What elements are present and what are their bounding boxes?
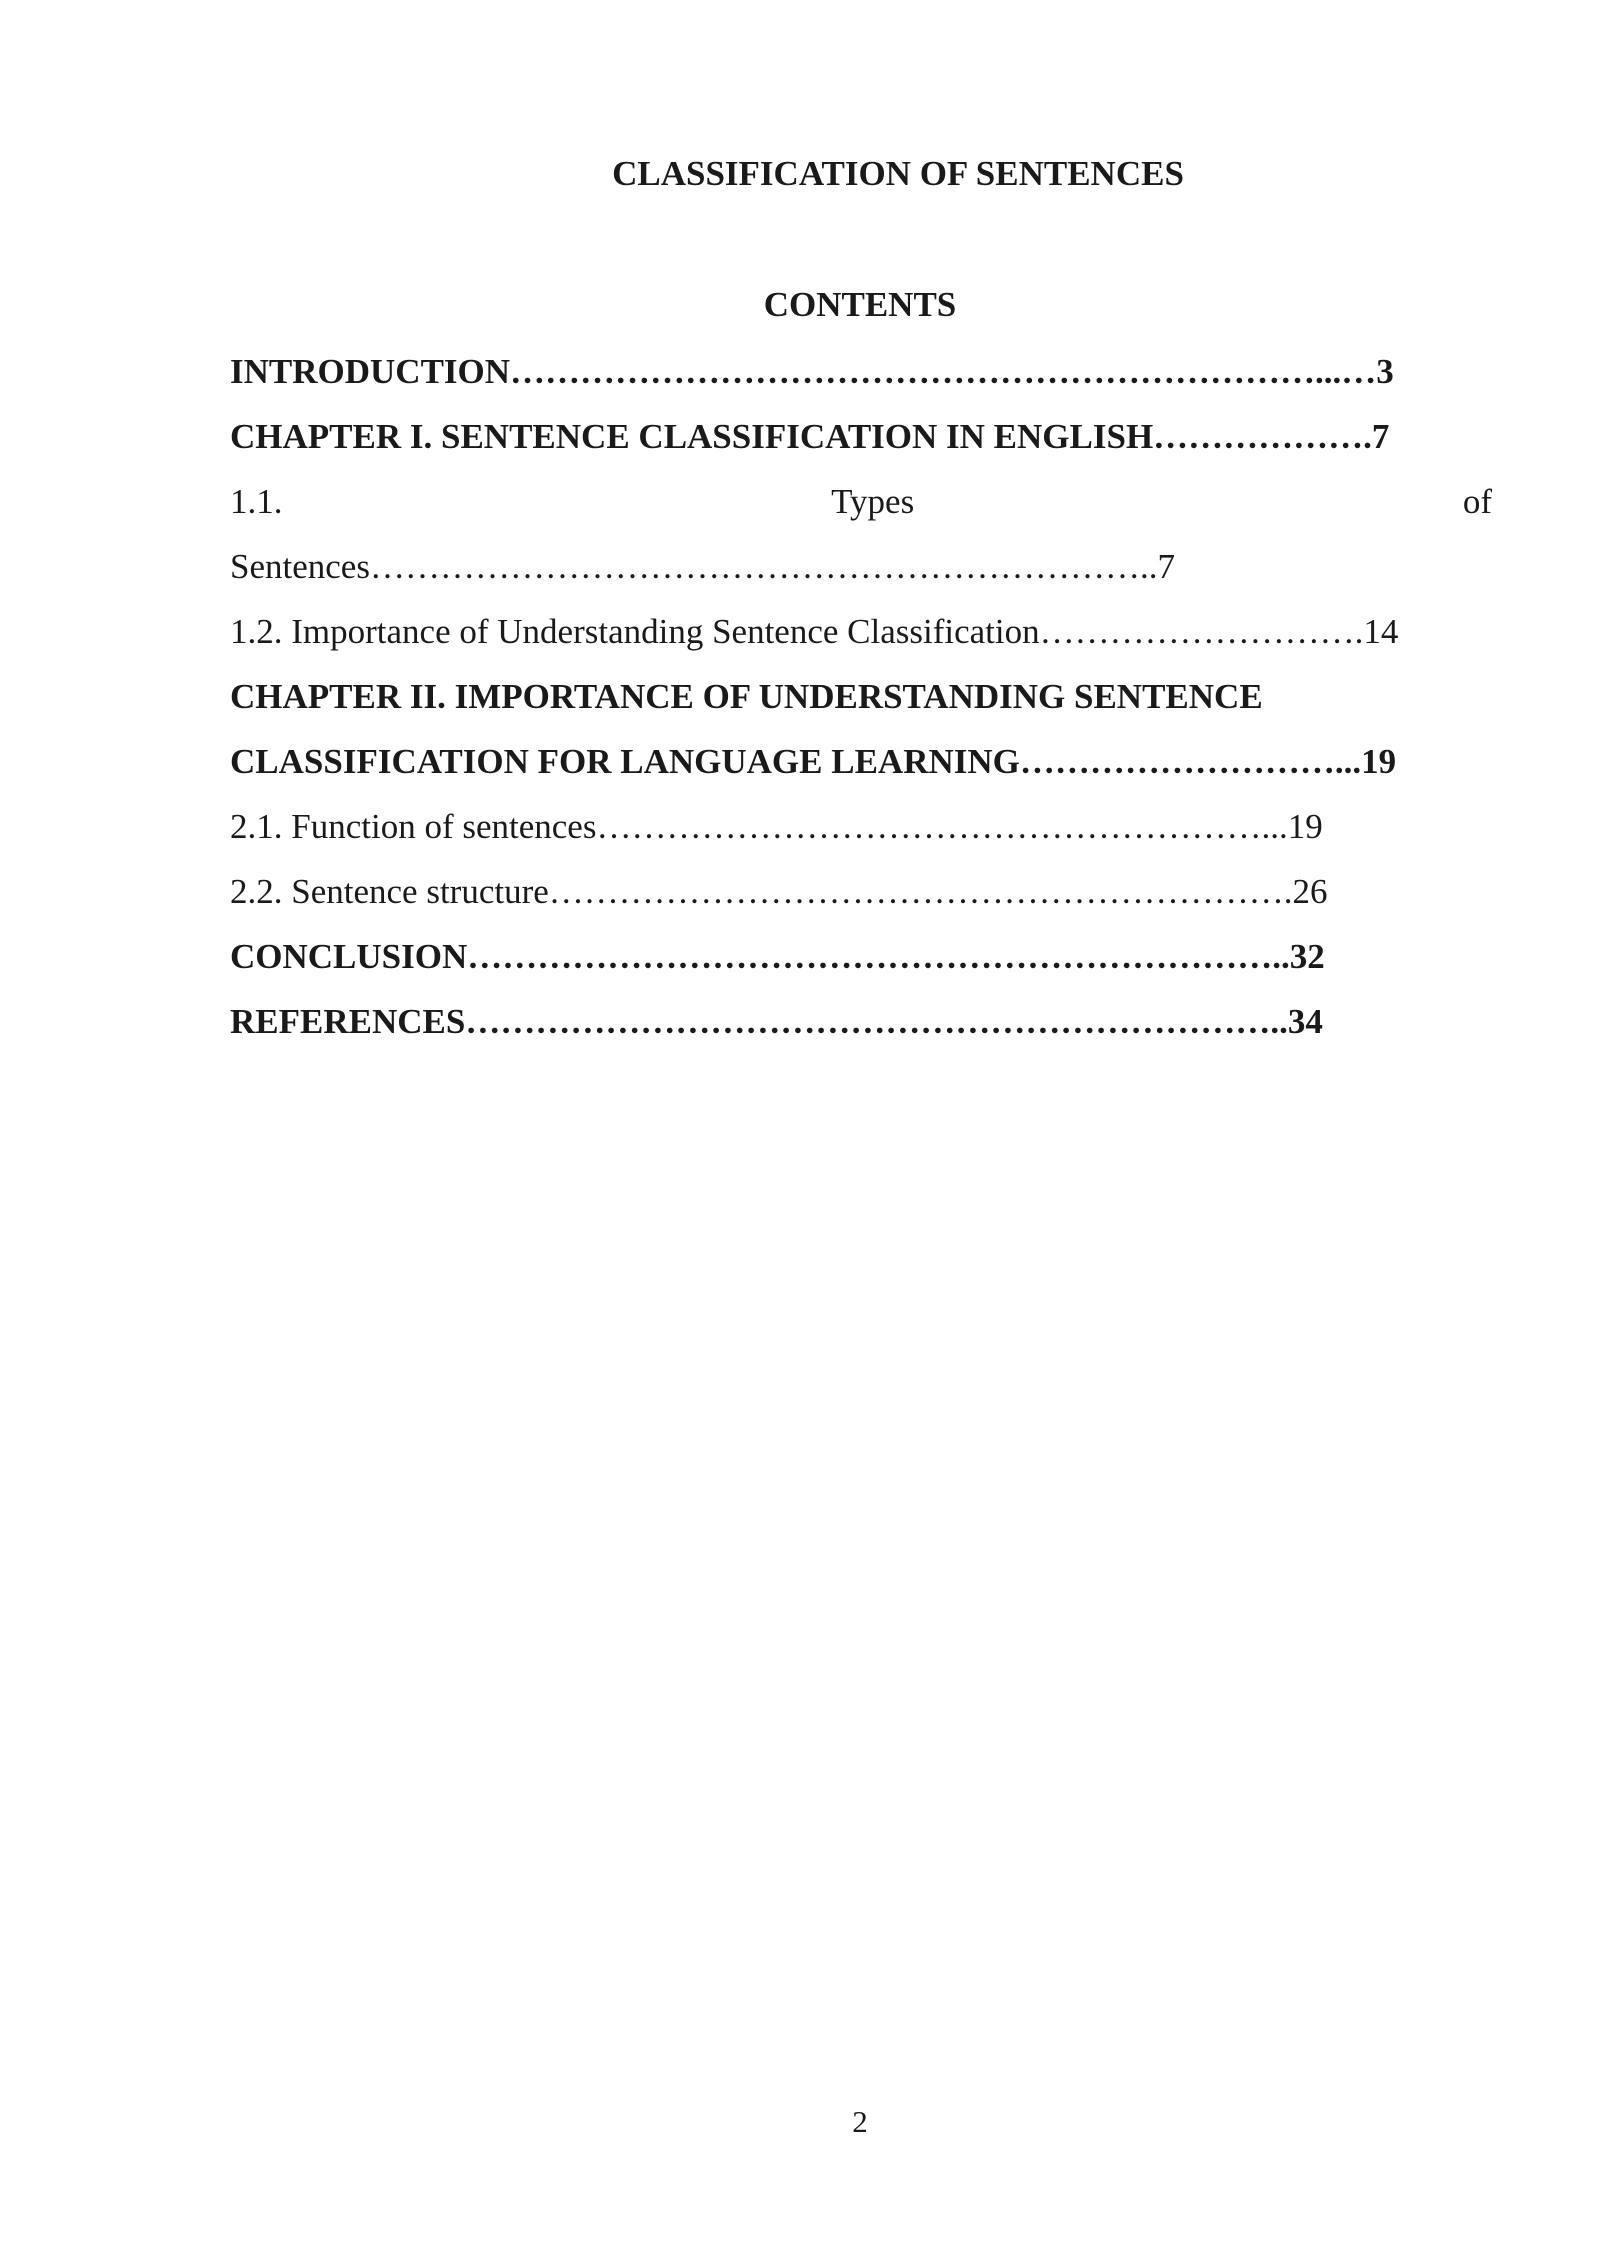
document-title: CLASSIFICATION OF SENTENCES	[612, 154, 1184, 193]
toc-entry-introduction: INTRODUCTION……………………………………………………………...…3	[230, 352, 1394, 391]
toc-entry-1-1	[230, 478, 1492, 526]
toc-entry-1-2: 1.2. Importance of Understanding Sentence Classification……………………….14	[230, 612, 1399, 651]
toc-entry-1-1-number: 1.1.	[230, 482, 283, 521]
toc-entry-chapter-1: CHAPTER I. SENTENCE CLASSIFICATION IN ENGLISH……………….7	[230, 417, 1390, 456]
toc-entry-chapter-2: CHAPTER II. IMPORTANCE OF UNDERSTANDING SENTENCE	[230, 677, 1263, 716]
toc-entry-chapter-2-continuation: CLASSIFICATION FOR LANGUAGE LEARNING………………………...19	[230, 742, 1397, 781]
toc-entry-1-1-word-of: of	[1462, 482, 1492, 521]
toc-entry-2-2: 2.2. Sentence structure……………………………………………………….26	[230, 872, 1328, 911]
toc-entry-1-1-continuation: Sentences…………………………………………………………..7	[230, 547, 1175, 586]
page-number: 2	[852, 2104, 868, 2139]
toc-entry-2-1: 2.1. Function of sentences…………………………………………………...19	[230, 807, 1323, 846]
contents-heading: CONTENTS	[763, 285, 957, 324]
toc-entry-1-1-word-types: Types	[831, 482, 915, 521]
toc-entry-conclusion: CONCLUSION……………………………………………………………..32	[230, 937, 1325, 976]
toc-entry-references: REFERENCES……………………………………………………………..34	[230, 1002, 1323, 1041]
